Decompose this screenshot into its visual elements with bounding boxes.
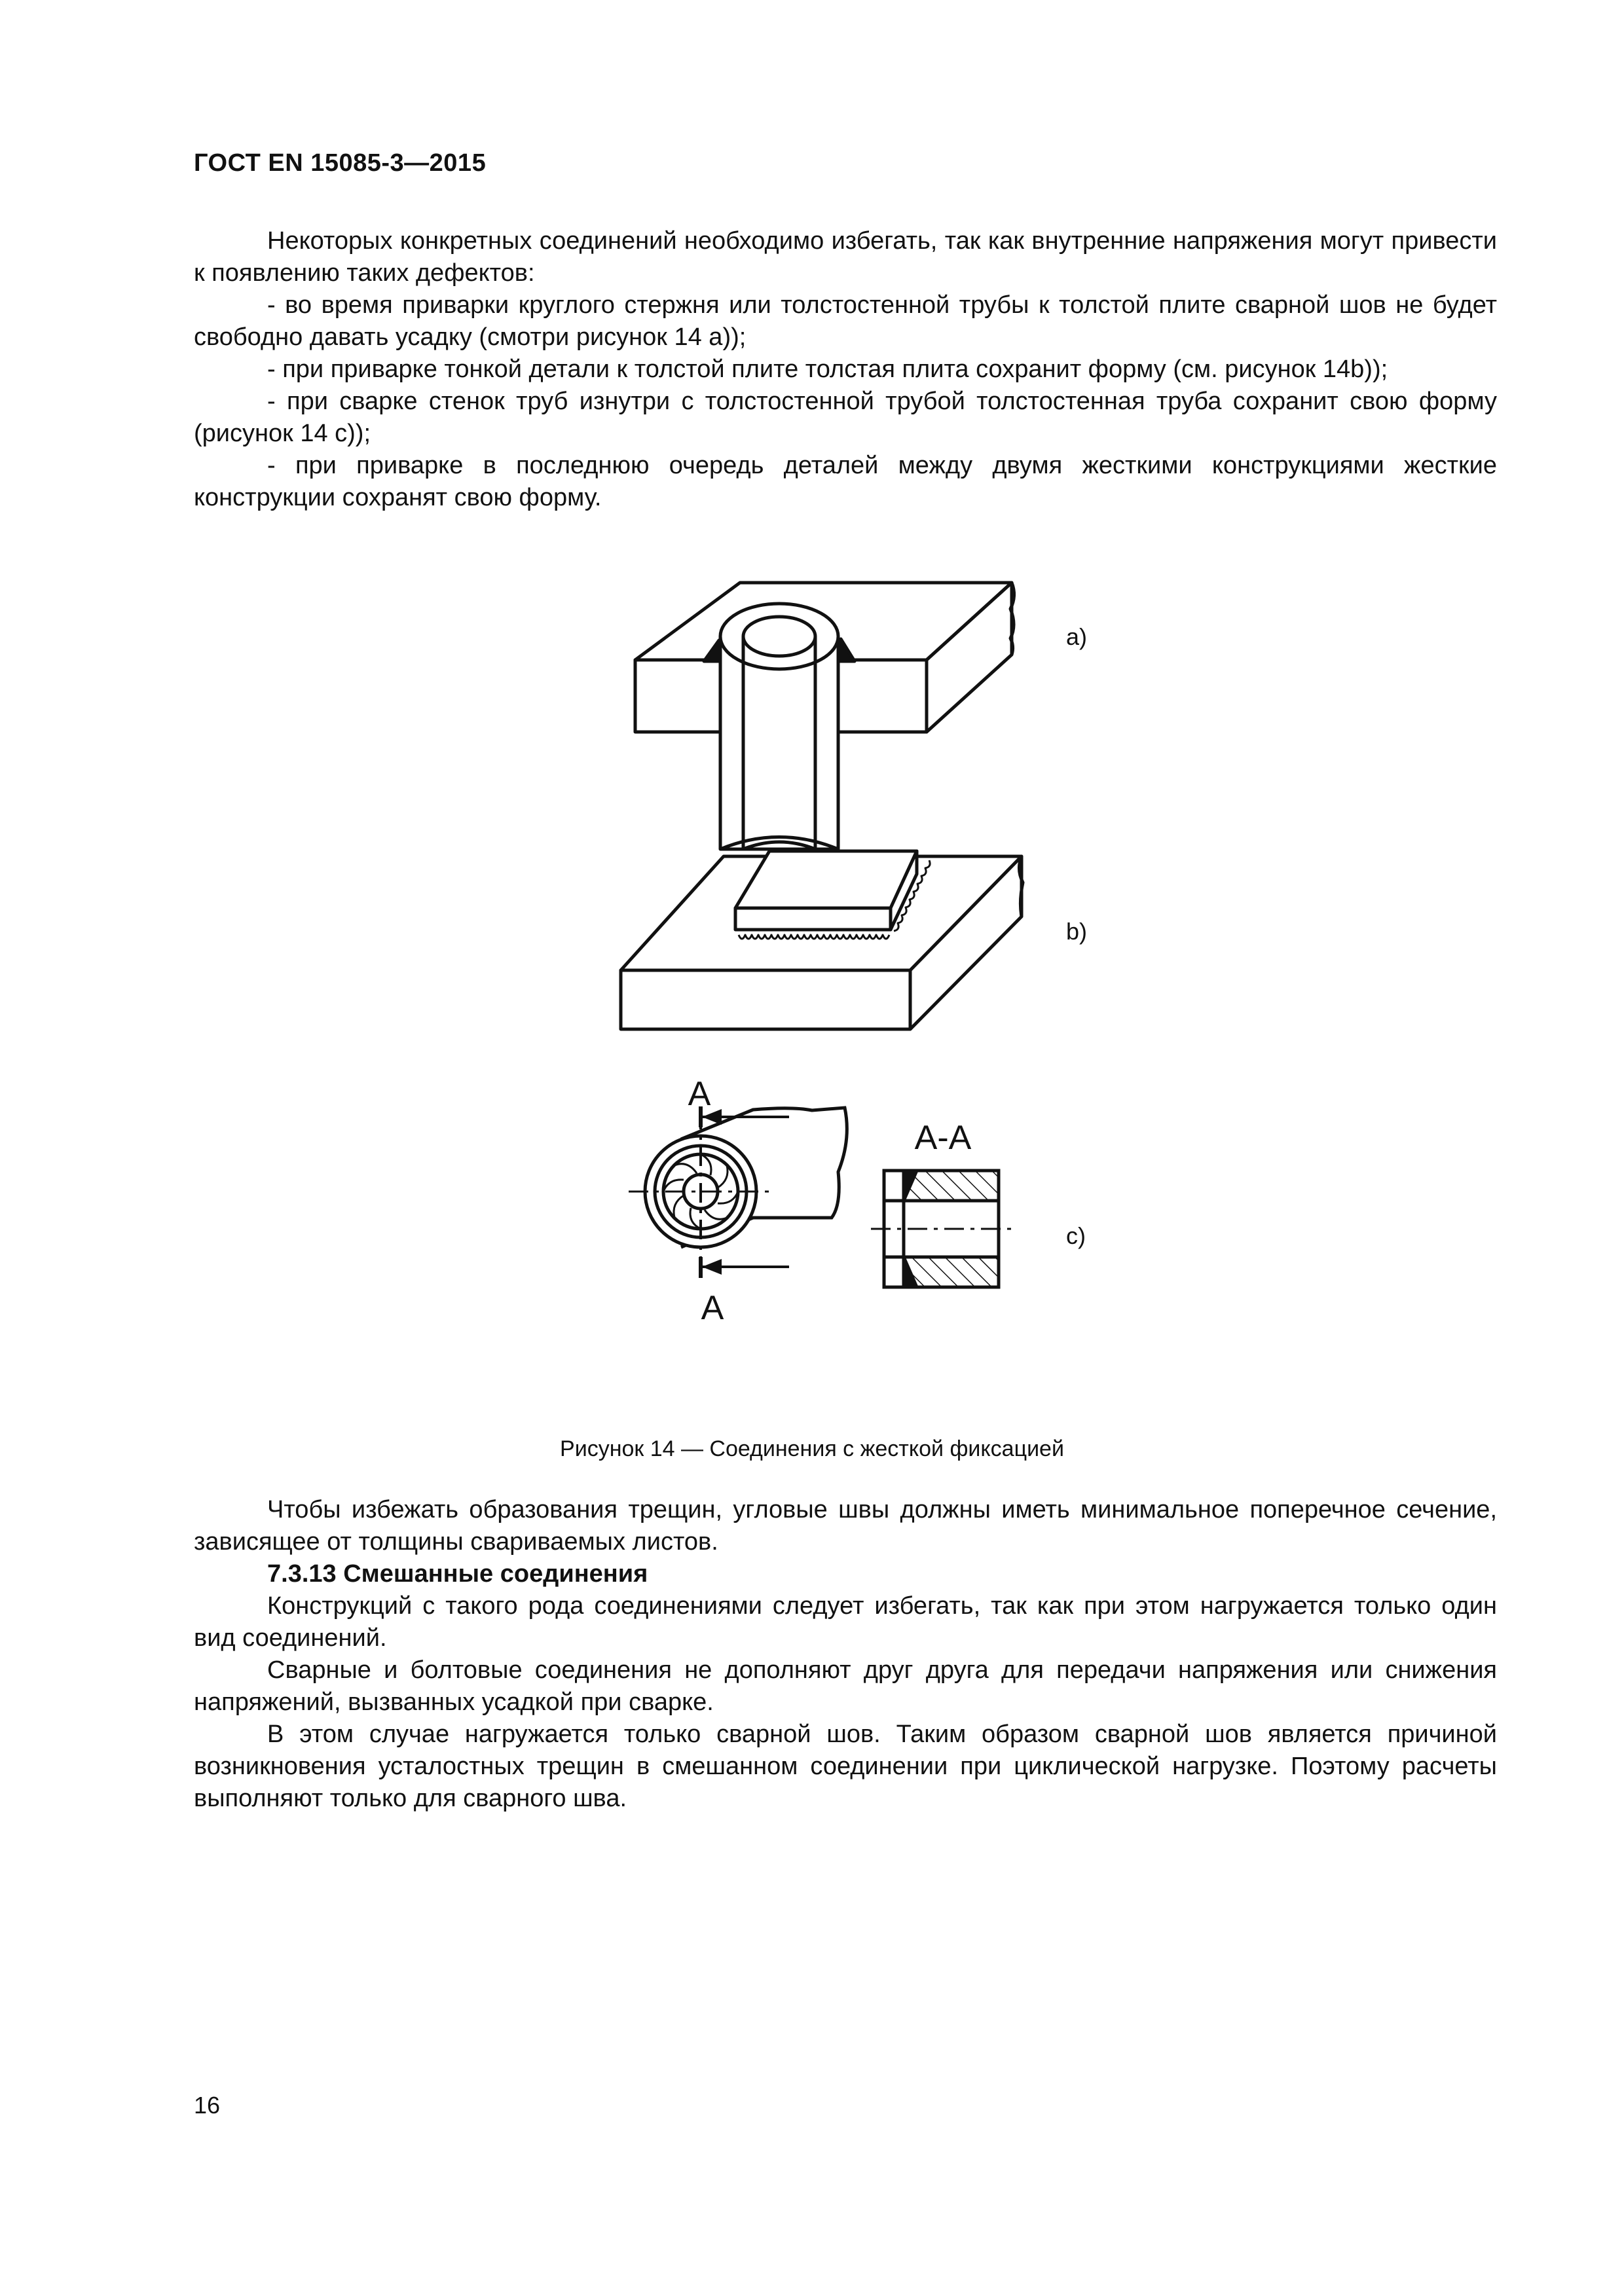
body-text	[194, 1494, 1497, 1815]
figure-a-label: a)	[1066, 623, 1088, 650]
paragraph: Конструкций с такого рода соединениями следует избегать, так как при этом нагружается только один вид соединений.	[194, 1592, 1497, 1652]
figure-14	[0, 563, 1624, 1467]
page-number: 16	[194, 2092, 221, 2119]
intro-item: - при приварке в последнюю очередь деталей между двумя жесткими конструкциями жесткие конструкции сохранят свою форму.	[194, 452, 1497, 511]
document-code-header: ГОСТ EN 15085-3—2015	[194, 149, 487, 177]
intro-item: - при приварке тонкой детали к толстой плите толстая плита сохранит форму (см. рисунок 14b));	[267, 355, 1388, 383]
paragraph: Сварные и болтовые соединения не дополняют друг друга для передачи напряжения или снижения напряжений, вызванных усадкой при сварке.	[194, 1656, 1497, 1716]
section-mark-bottom: A	[701, 1289, 724, 1327]
figure-b-label: b)	[1066, 918, 1088, 945]
section-heading: 7.3.13 Смешанные соединения	[267, 1560, 648, 1588]
intro-text	[194, 225, 1497, 514]
figure-caption: Рисунок 14 — Соединения с жесткой фиксацией	[560, 1436, 1064, 1461]
figure-b-drawing	[621, 851, 1023, 1029]
intro-lead: Некоторых конкретных соединений необходимо избегать, так как внутренние напряжения могут привести к появлению таких дефектов:	[194, 227, 1497, 287]
intro-item: - при сварке стенок труб изнутри с толстостенной трубой толстостенная труба сохранит свою форму (рисунок 14 с));	[194, 388, 1497, 447]
paragraph: Чтобы избежать образования трещин, угловые швы должны иметь минимальное поперечное сечение, зависящее от толщины свариваемых листов.	[194, 1496, 1497, 1556]
paragraph: В этом случае нагружается только сварной шов. Таким образом сварной шов является причиной возникновения усталостных трещин в смешанном соединении при циклической нагрузке. Поэтому расчеты выполняют только для сварного шва.	[194, 1721, 1497, 1812]
figure-14-drawing	[0, 563, 1624, 1467]
section-view-drawing	[871, 1171, 1012, 1287]
figure-c-drawing	[629, 1106, 847, 1278]
section-view-title: A-A	[914, 1119, 972, 1157]
figure-c-label: c)	[1066, 1222, 1086, 1249]
intro-item: - во время приварки круглого стержня или толстостенной трубы к толстой плите сварной шов не будет свободно давать усадку (смотри рисунок 14 а));	[194, 291, 1497, 351]
section-mark-top: A	[688, 1075, 711, 1113]
figure-a-drawing	[635, 583, 1014, 849]
